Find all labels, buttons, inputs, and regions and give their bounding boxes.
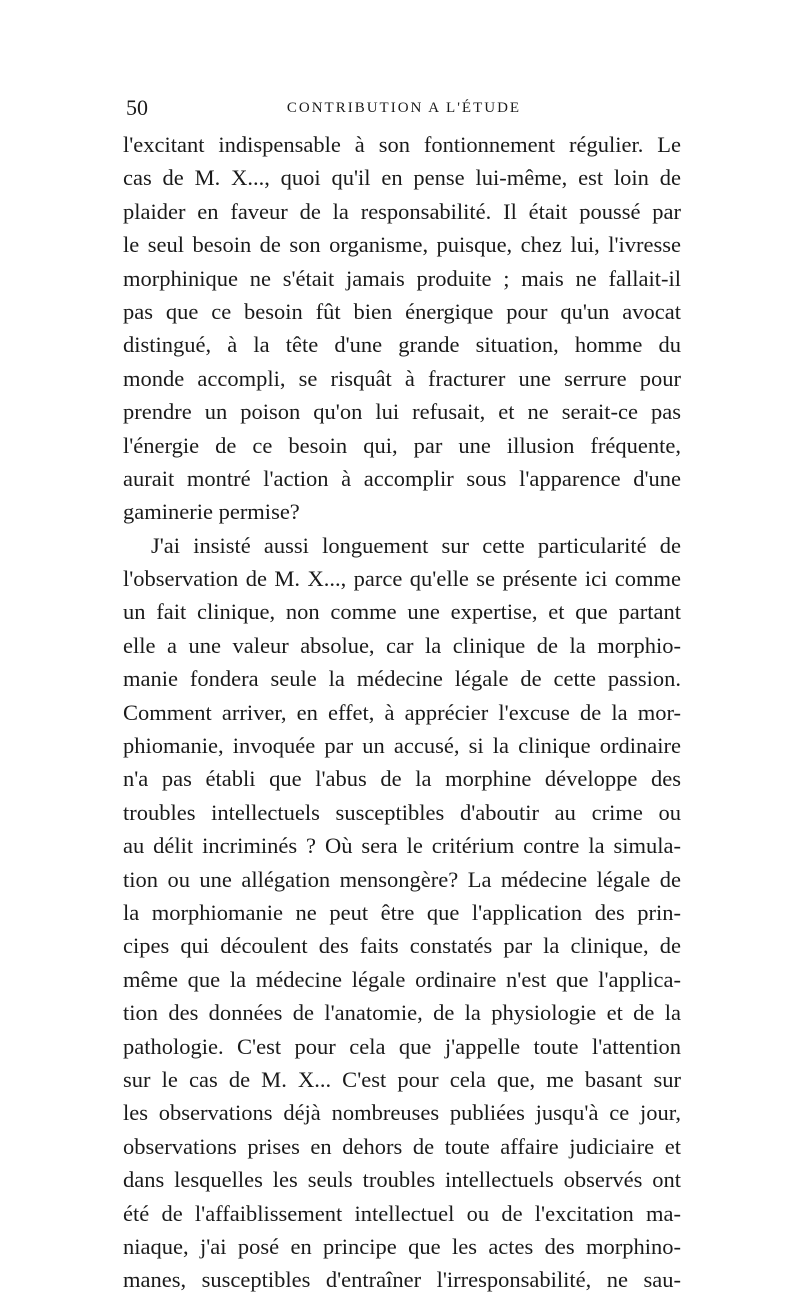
text-line: pas que ce besoin fût bien énergique pour qu'un avocat: [123, 298, 681, 324]
text-line: morphinique ne s'était jamais produite ; mais ne fallait-il: [123, 265, 681, 291]
text-line: aurait montré l'action à accomplir sous l'apparence d'une: [123, 465, 681, 491]
text-line: Comment arriver, en effet, à apprécier l'excuse de la mor-: [123, 699, 681, 725]
text-line: elle a une valeur absolue, car la clinique de la morphio-: [123, 632, 681, 658]
text-line: manie fondera seule la médecine légale de cette passion.: [123, 666, 681, 692]
text-line: un fait clinique, non comme une expertise, et que partant: [123, 599, 681, 625]
paragraph: [123, 529, 681, 1297]
running-title: CONTRIBUTION A L'ÉTUDE: [286, 100, 522, 116]
text-line: gaminerie permise?: [123, 499, 300, 525]
text-line: dans lesquelles les seuls troubles intellectuels observés ont: [123, 1167, 681, 1193]
text-line: les observations déjà nombreuses publiées jusqu'à ce jour,: [123, 1100, 681, 1126]
text-line: été de l'affaiblissement intellectuel ou de l'excitation ma-: [123, 1200, 681, 1226]
text-line: troubles intellectuels susceptibles d'aboutir au crime ou: [123, 799, 681, 825]
text-line: l'observation de M. X..., parce qu'elle se présente ici comme: [123, 566, 681, 592]
text-line: distingué, à la tête d'une grande situation, homme du: [123, 332, 681, 358]
text-line: le seul besoin de son organisme, puisque, chez lui, l'ivresse: [123, 232, 681, 258]
body-text: [123, 128, 681, 1297]
text-line: plaider en faveur de la responsabilité. Il était poussé par: [123, 198, 681, 224]
text-line: sur le cas de M. X... C'est pour cela que, me basant sur: [123, 1066, 681, 1092]
text-line: monde accompli, se risquât à fracturer une serrure pour: [123, 365, 681, 391]
running-head: [126, 96, 682, 120]
paragraph: [123, 128, 681, 529]
text-line: cipes qui découlent des faits constatés par la clinique, de: [123, 933, 681, 959]
text-line: n'a pas établi que l'abus de la morphine développe des: [123, 766, 681, 792]
text-line: au délit incriminés ? Où sera le critérium contre la simula-: [123, 833, 681, 859]
page-number: 50: [126, 95, 148, 120]
text-line: la morphiomanie ne peut être que l'application des prin-: [123, 899, 681, 925]
text-line: manes, susceptibles d'entraîner l'irresponsabilité, ne sau-: [123, 1267, 681, 1293]
text-line: niaque, j'ai posé en principe que les actes des morphino-: [123, 1233, 681, 1259]
text-line: l'excitant indispensable à son fontionnement régulier. Le: [123, 132, 681, 157]
text-line: même que la médecine légale ordinaire n'est que l'applica-: [123, 966, 681, 992]
text-line: pathologie. C'est pour cela que j'appelle toute l'attention: [123, 1033, 681, 1059]
text-line: J'ai insisté aussi longuement sur cette particularité de: [151, 532, 681, 558]
text-line: observations prises en dehors de toute affaire judiciaire et: [123, 1133, 681, 1159]
text-line: l'énergie de ce besoin qui, par une illusion fréquente,: [123, 432, 681, 458]
text-line: cas de M. X..., quoi qu'il en pense lui-même, est loin de: [123, 165, 681, 191]
text-line: tion ou une allégation mensongère? La médecine légale de: [123, 866, 681, 892]
text-line: prendre un poison qu'on lui refusait, et ne serait-ce pas: [123, 399, 681, 425]
text-line: tion des données de l'anatomie, de la physiologie et de la: [123, 1000, 681, 1026]
text-line: phiomanie, invoquée par un accusé, si la clinique ordinaire: [123, 733, 681, 759]
